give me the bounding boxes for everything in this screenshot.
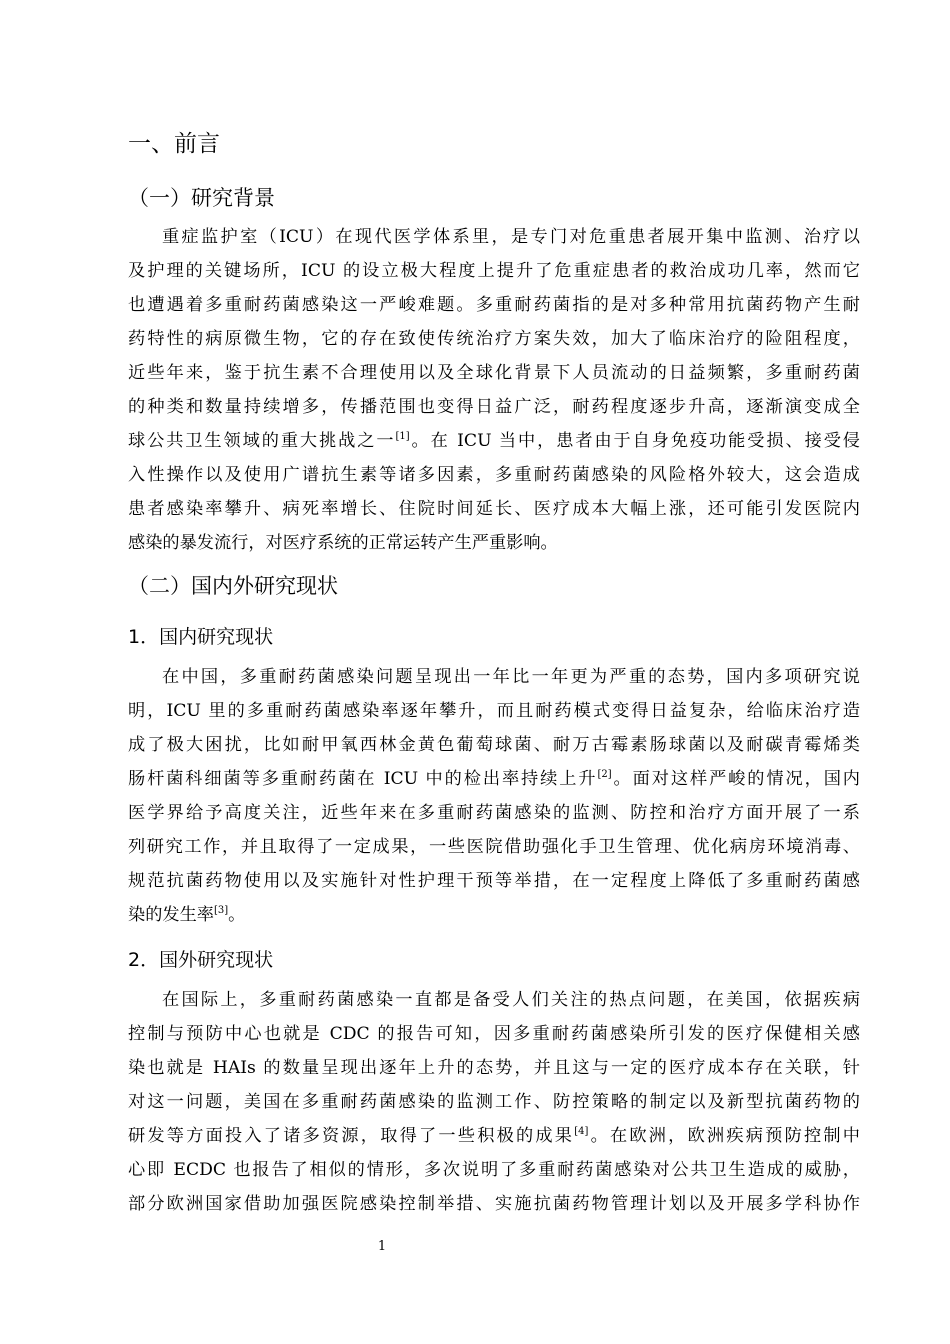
text-segment: 。 [228, 905, 246, 925]
page-number: 1 [377, 1239, 387, 1254]
text-line: 规范抗菌药物使用以及实施针对性护理干预等举措，在一定程度上降低了多重耐药菌感 [128, 871, 860, 891]
text-line: 明，ICU 里的多重耐药菌感染率逐年攀升，而且耐药模式变得日益复杂，给临床治疗造 [128, 701, 860, 721]
subsection-heading-international: 2．国外研究现状 [128, 949, 274, 971]
section-heading-background: （一）研究背景 [128, 186, 275, 210]
text-line [128, 762, 860, 796]
text-line: 也遭遇着多重耐药菌感染这一严峻难题。多重耐药菌指的是对多种常用抗菌药物产生耐 [128, 295, 860, 315]
paragraph-background [128, 220, 860, 560]
text-segment: 研发等方面投入了诸多资源，取得了一些积极的成果 [128, 1126, 575, 1146]
text-line: 心即 ECDC 也报告了相似的情形，多次说明了多重耐药菌感染对公共卫生造成的威胁， [128, 1160, 860, 1180]
text-line: 列研究工作，并且取得了一定成果，一些医院借助强化手卫生管理、优化病房环境消毒、 [128, 837, 860, 857]
text-segment: 球公共卫生领域的重大挑战之一 [128, 431, 396, 451]
text-line: 成了极大困扰，比如耐甲氧西林金黄色葡萄球菌、耐万古霉素肠球菌以及耐碳青霉烯类 [128, 735, 860, 755]
section-heading-research-status: （二）国内外研究现状 [128, 574, 338, 598]
paragraph-international [128, 983, 860, 1221]
citation-ref-3[interactable]: [3] [213, 905, 229, 916]
text-line: 患者感染率攀升、病死率增长、住院时间延长、医疗成本大幅上涨，还可能引发医院内 [128, 499, 860, 519]
text-segment: 。在 ICU 当中，患者由于自身免疫功能受损、接受侵 [409, 431, 860, 451]
subsection-heading-domestic: 1．国内研究现状 [128, 626, 274, 648]
text-line: 染也就是 HAIs 的数量呈现出逐年上升的态势，并且这与一定的医疗成本存在关联，针 [128, 1058, 860, 1078]
text-line [128, 424, 860, 458]
text-segment: 。在欧洲，欧洲疾病预防控制中 [588, 1126, 860, 1146]
text-segment: 染的发生率 [128, 905, 214, 925]
text-line: 重症监护室（ICU）在现代医学体系里，是专门对危重患者展开集中监测、治疗以 [162, 227, 860, 247]
text-line [128, 898, 860, 932]
text-line: 入性操作以及使用广谱抗生素等诸多因素，多重耐药菌感染的风险格外较大，这会造成 [128, 465, 860, 485]
citation-ref-2[interactable]: [2] [597, 769, 612, 780]
citation-ref-1[interactable]: [1] [395, 431, 410, 442]
chapter-heading: 一、前言 [128, 131, 220, 157]
text-line: 在中国，多重耐药菌感染问题呈现出一年比一年更为严重的态势，国内多项研究说 [162, 667, 860, 687]
text-line: 及护理的关键场所，ICU 的设立极大程度上提升了危重症患者的救治成功几率，然而它 [128, 261, 860, 281]
text-line: 在国际上，多重耐药菌感染一直都是备受人们关注的热点问题，在美国，依据疾病 [162, 990, 860, 1010]
text-segment: 肠杆菌科细菌等多重耐药菌在 ICU 中的检出率持续上升 [128, 769, 598, 789]
text-line: 感染的暴发流行，对医疗系统的正常运转产生严重影响。 [128, 533, 558, 553]
text-line: 部分欧洲国家借助加强医院感染控制举措、实施抗菌药物管理计划以及开展多学科协作 [128, 1194, 860, 1214]
text-line: 对这一问题，美国在多重耐药菌感染的监测工作、防控策略的制定以及新型抗菌药物的 [128, 1092, 860, 1112]
text-line: 控制与预防中心也就是 CDC 的报告可知，因多重耐药菌感染所引发的医疗保健相关感 [128, 1024, 860, 1044]
citation-ref-4[interactable]: [4] [574, 1126, 589, 1137]
paragraph-domestic [128, 660, 860, 932]
text-line: 医学界给予高度关注，近些年来在多重耐药菌感染的监测、防控和治疗方面开展了一系 [128, 803, 860, 823]
text-line: 药特性的病原微生物，它的存在致使传统治疗方案失效，加大了临床治疗的险阻程度， [128, 329, 860, 349]
text-segment: 。面对这样严峻的情况，国内 [611, 769, 860, 789]
text-line [128, 1119, 860, 1153]
text-line: 的种类和数量持续增多，传播范围也变得日益广泛，耐药程度逐步升高，逐渐演变成全 [128, 397, 860, 417]
text-line: 近些年来，鉴于抗生素不合理使用以及全球化背景下人员流动的日益频繁，多重耐药菌 [128, 363, 860, 383]
